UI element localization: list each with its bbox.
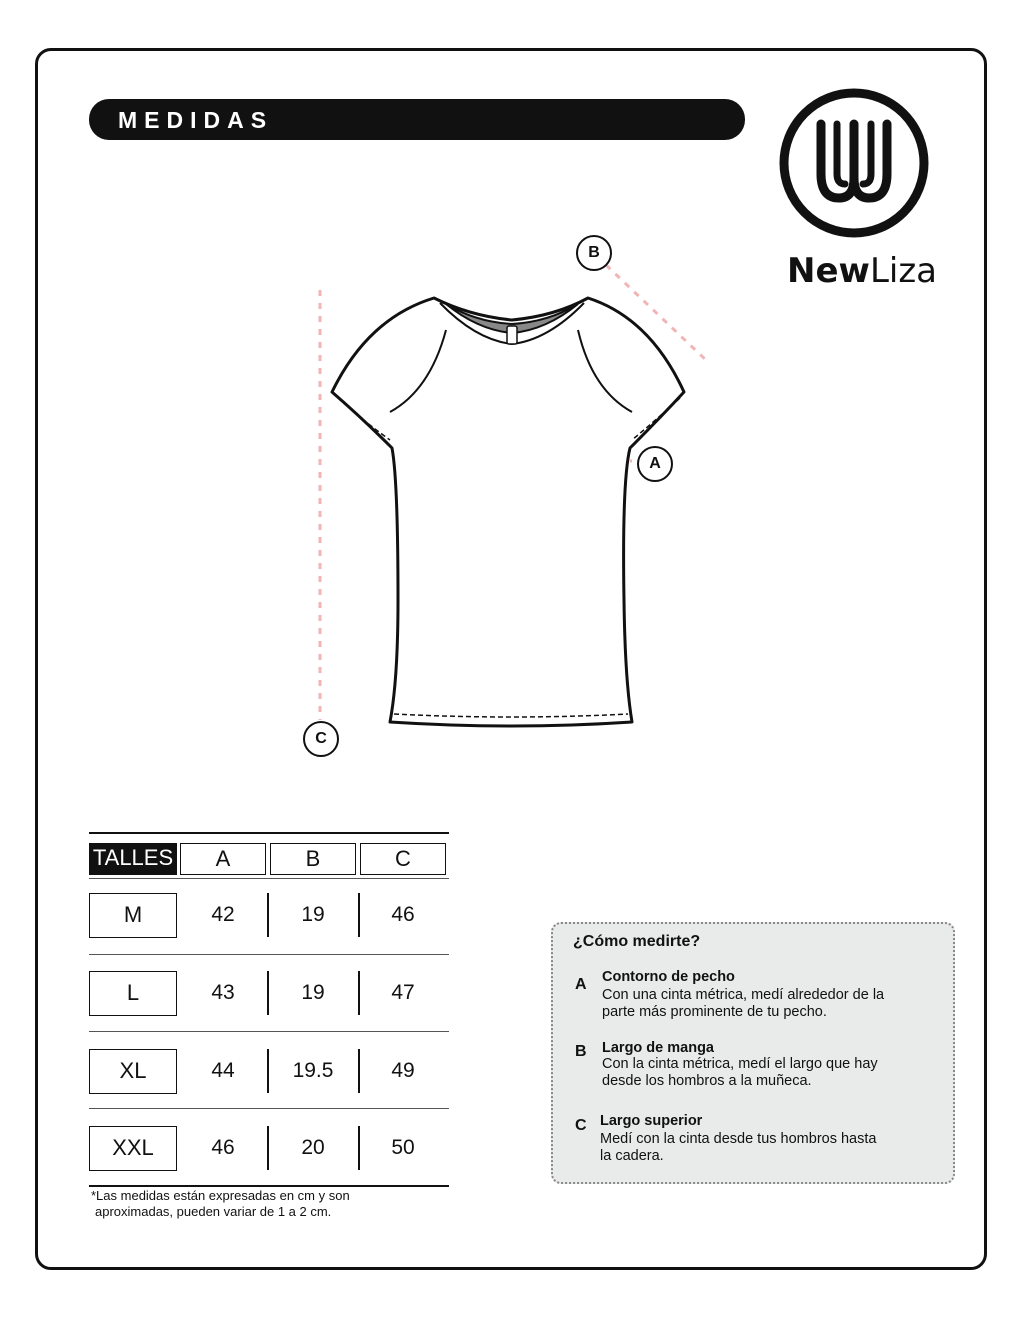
how-to-text-line: parte más prominente de tu pecho. [602, 1004, 827, 1020]
how-to-heading-b: Largo de manga [602, 1040, 714, 1056]
table-cell: 19.5 [292, 1059, 334, 1082]
table-header-talles: TALLES [89, 843, 177, 875]
how-to-text-a [602, 987, 922, 1021]
how-to-heading-c: Largo superior [600, 1113, 703, 1129]
badge-a: A [637, 446, 673, 482]
table-cell: 47 [391, 981, 415, 1004]
badge-c: C [303, 721, 339, 757]
table-cell: 19 [301, 903, 325, 926]
how-to-text-line: desde los hombros a la muñeca. [602, 1073, 812, 1089]
table-divider [89, 1031, 449, 1032]
brand-name-light: Liza [869, 251, 938, 291]
footnote-line: *Las medidas están expresadas en cm y son [91, 1188, 350, 1203]
size-label: L [89, 971, 177, 1016]
table-top-rule [89, 832, 449, 834]
page-title: MEDIDAS [118, 107, 274, 133]
table-footnote [91, 1188, 411, 1220]
size-label: XL [89, 1049, 177, 1094]
table-divider [89, 1108, 449, 1109]
how-to-text-b [602, 1056, 922, 1090]
how-to-text-line: Medí con la cinta desde tus hombros hasta [600, 1131, 877, 1147]
how-to-title: ¿Cómo medirte? [573, 933, 701, 950]
table-header-a: A [180, 843, 266, 875]
table-cell: 50 [391, 1136, 415, 1159]
table-divider [89, 954, 449, 955]
how-to-text-line: Con la cinta métrica, medí el largo que hay [602, 1056, 878, 1072]
brand-name-bold: New [787, 251, 870, 291]
how-to-letter-b: B [575, 1043, 587, 1060]
table-cell: 46 [391, 903, 415, 926]
table-bottom-rule [89, 1185, 449, 1187]
how-to-letter-a: A [575, 976, 587, 993]
badge-b: B [576, 235, 612, 271]
tshirt-outline [332, 298, 684, 726]
how-to-text-c [600, 1131, 920, 1165]
table-cell: 49 [391, 1059, 415, 1082]
table-cell: 20 [301, 1136, 325, 1159]
table-cell: 43 [211, 981, 235, 1004]
how-to-text-line: Con una cinta métrica, medí alrededor de la [602, 987, 885, 1003]
size-label: M [89, 893, 177, 938]
table-cell: 46 [211, 1136, 235, 1159]
footnote-line: aproximadas, pueden variar de 1 a 2 cm. [95, 1204, 332, 1219]
table-cell: 44 [211, 1059, 235, 1082]
how-to-text-line: la cadera. [600, 1148, 664, 1164]
table-divider [89, 878, 449, 879]
size-label: XXL [89, 1126, 177, 1171]
table-cell: 42 [211, 903, 235, 926]
how-to-heading-a: Contorno de pecho [602, 969, 735, 985]
how-to-letter-c: C [575, 1117, 587, 1134]
table-header-c: C [360, 843, 446, 875]
table-header-b: B [270, 843, 356, 875]
table-cell: 19 [301, 981, 325, 1004]
